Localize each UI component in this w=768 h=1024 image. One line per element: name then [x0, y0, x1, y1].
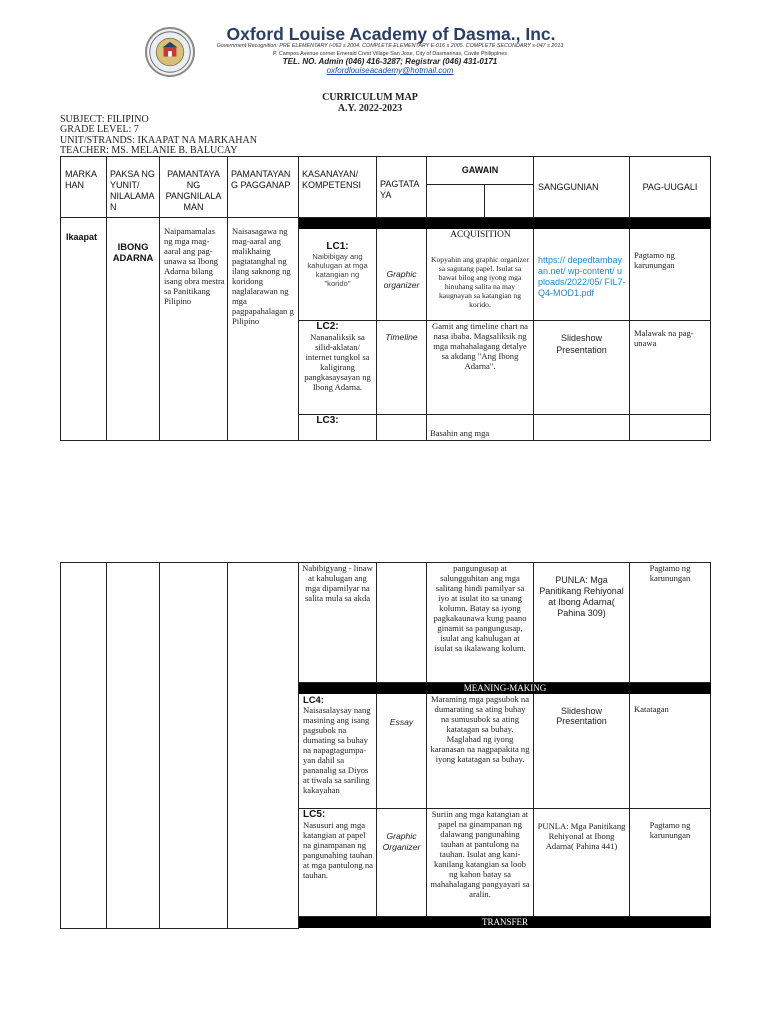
lc5-assessment: Graphic Organizer: [377, 809, 427, 917]
lc1-title: LC1:: [326, 241, 349, 252]
header-pamantayang-pagganap: PAMANTAYAN G PAGGANAP: [228, 157, 299, 218]
lc3-cell: [299, 415, 377, 441]
lc4-activity: Maraming mga pagsubok na dumarating sa ating buhay na sumusubok sa ating katatagan sa buhay. Maglahad ng iyong karanasan na nagpapakita ng iyong katatagan sa buhay.: [427, 694, 534, 809]
header-kasanayan: KASANAYAN/ KOMPETENSI: [299, 157, 377, 218]
lc5-title: LC5:: [303, 809, 326, 820]
lc1-cell: [299, 229, 377, 321]
paksa-cell: IBONG ADARNA: [107, 218, 160, 441]
lc3-activity: pangungusap at salungguhitan ang mga salitang hindi pamilyar sa iyo at isulat ito sa unang kolumn. Batay sa iyong pagkakaunawa kung paano ginamit sa pangungusap, isulat ang kahulugan at isulat sa ikalawang kolum.: [427, 563, 534, 683]
school-logo: [145, 27, 195, 77]
academic-year: A.Y. 2022-2023: [337, 103, 403, 114]
lc4-reference: Slideshow Presentation: [534, 694, 630, 809]
lc1-value: Pagtamo ng karunungan: [630, 229, 711, 321]
lc5-cell: [299, 809, 377, 917]
lc3-reference: PUNLA: Mga Panitikang Rehiyonal at Ibong Adarna( Pahina 309): [534, 563, 630, 683]
lc5-text: Nasusuri ang mga katangian at papel na ginampanan ng pangunahing tauhan at mga pantulong na tauhan.: [303, 820, 373, 880]
document-title: CURRICULUM MAP: [322, 92, 418, 103]
lc5-reference: PUNLA: Mga Panitikang Rehiyonal at Ibong Adarna( Pahina 441): [534, 809, 630, 917]
lc2-reference: Slideshow Presentation: [534, 321, 630, 415]
telephone-numbers: TEL. NO. Admin (046) 416-3287; Registrar (046) 431-0171: [282, 57, 498, 66]
school-address: P. Campos Avenue corner Emerald Crest Village San Jose, City of Dasmarinas, Cavite Philippines: [272, 51, 507, 57]
lc1-activity: Kopyahin ang graphic organizer sa sagutang papel. Isulat sa bawat bilog ang iyong mga hinuhang salita na may kaugnayan sa katangian ng korido.: [427, 229, 534, 321]
school-name: Oxford Louise Academy of Dasma., Inc.: [226, 24, 556, 44]
lc4-text: Naisasalaysay nang masining ang isang pagsubok na dumating sa buhay na napagtagumpa-yan dahil sa pananalig sa Diyos at tiwala sa sariling kakayahan: [303, 705, 371, 795]
lc4-value: Katatagan: [630, 694, 711, 809]
lc3-assessment-top: [377, 415, 427, 441]
lc1-text: Naibibigay ang kahulugan at mga katangian ng "korido": [307, 252, 368, 288]
curriculum-table-bottom: [60, 562, 711, 929]
header-paksa: PAKSA NG YUNIT/ NILALAMA N: [107, 157, 160, 218]
meaning-making-stage-bar: MEANING-MAKING: [299, 683, 711, 694]
header-pamantayang-pangnilalaman: PAMANTAYA NG PANGNILALA MAN: [160, 157, 228, 218]
lc2-title: LC2:: [316, 321, 339, 332]
section-divider-bar: [299, 218, 711, 229]
lc2-assessment: Timeline: [377, 321, 427, 415]
teacher-line: TEACHER: MS. MELANIE B. BALUCAY: [60, 145, 238, 156]
transfer-stage-bar: TRANSFER: [299, 917, 711, 928]
lc2-value: Malawak na pag-unawa: [630, 321, 711, 415]
markahan-cell: Ikaapat: [61, 218, 107, 441]
lc2-text: Nananaliksik sa silid-aklatan/ internet tungkol sa kaligirang pangkasaysayan ng Ibong Adarna.: [304, 332, 371, 392]
lc1-assessment: Graphic organizer: [377, 229, 427, 321]
lc3-value-top: [630, 415, 711, 441]
acquisition-label: ACQUISITION: [450, 230, 511, 240]
lc3-title: LC3:: [316, 415, 339, 426]
grade-level-line: GRADE LEVEL: 7: [60, 124, 139, 135]
pamantayang-pangnilalaman-cell: Naipamamalas ng mga mag-aaral ang pag-unawa sa Ibong Adarna bilang isang obra mestra sa Panitikang Pilipino: [160, 218, 228, 441]
header-gawain: GAWAIN: [427, 157, 534, 185]
lc5-value: Pagtamo ng karunungan: [630, 809, 711, 917]
curriculum-table-top: [60, 156, 711, 441]
header-sanggunian: SANGGUNIAN: [534, 157, 630, 218]
lc3-assessment: [377, 563, 427, 683]
school-seal-icon: [147, 29, 193, 75]
school-email-link[interactable]: oxfordlouiseacademy@hotmail.com: [326, 66, 454, 75]
lc2-activity: Gamit ang timeline chart na nasa ibaba. Magsaliksik ng mga mahahalagang detalye sa akdang "Ang Ibong Adarna".: [427, 321, 534, 415]
paksa-cell-cont: [107, 563, 160, 929]
lc1-reference: [534, 229, 630, 321]
pamantayang-pagganap-cell-cont: [228, 563, 299, 929]
pamantayang-pangnilalaman-cell-cont: [160, 563, 228, 929]
subject-line: SUBJECT: FILIPINO: [60, 114, 149, 125]
unit-strand-line: UNIT/STRANDS: IKAAPAT NA MARKAHAN: [60, 135, 257, 146]
lc4-title: LC4:: [303, 694, 324, 705]
header-gawain-sub-1: [427, 185, 485, 218]
header-markahan: MARKA HAN: [61, 157, 107, 218]
lc3-text: Nabibigyang - linaw at kahulugan ang mga dipamilyar na salita mula sa akda: [299, 563, 377, 683]
government-recognition: Government Recognition: PRE ELEMENTARY I-062 s 2004. COMPLETE ELEMENTARY E-016 s 2005. COMPLETE SECONDARY s-047 s 2013: [216, 43, 564, 49]
lc3-activity-start: Basahin ang mga: [427, 415, 534, 441]
markahan-cell-cont: [61, 563, 107, 929]
header-pag-uugali: PAG-UUGALI: [630, 157, 711, 218]
lc4-cell: [299, 694, 377, 809]
pamantayang-pagganap-cell: Naisasagawa ng mag-aaral ang malikhaing pagtatanghal ng ilang saknong ng koridong naglalarawan ng mga pagpapahalagan g Pilipino: [228, 218, 299, 441]
lc3-reference-top: [534, 415, 630, 441]
lc4-assessment: Essay: [377, 694, 427, 809]
lc5-activity: Suriin ang mga katangian at papel na ginampanan ng dalawang pangunahing tauhan at pantulong na tauhan. Isulat ang kani-kanilang katangian sa loob ng kahon batay sa mahahalagang pangyayari sa aralin.: [427, 809, 534, 917]
lc1-reference-link[interactable]: https:// depedtambayan.net/ wp-content/ uploads/2022/05/ FIL7-Q4-MOD1.pdf: [538, 255, 626, 298]
lc2-cell: [299, 321, 377, 415]
header-gawain-sub-2: [485, 185, 534, 218]
lc3-value: Pagtamo ng karunungan: [630, 563, 711, 683]
header-pagtataya: PAGTATA YA: [377, 157, 427, 218]
